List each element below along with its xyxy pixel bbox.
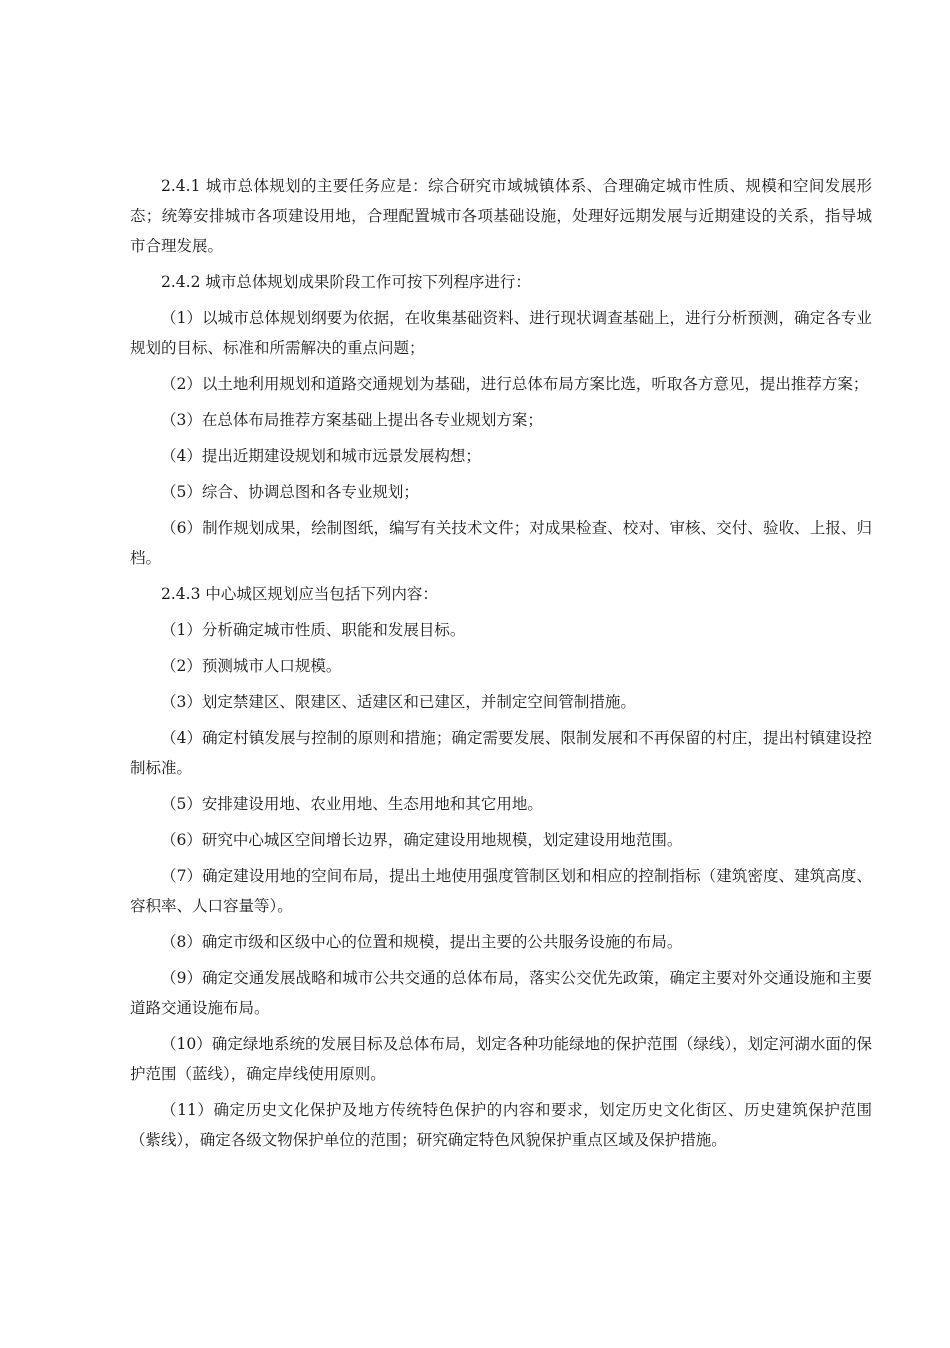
list-item: （7）确定建设用地的空间布局，提出土地使用强度管制区划和相应的控制指标（建筑密度、建筑高度、容积率、人口容量等）。	[130, 867, 872, 915]
section-2-4-2-heading: 2.4.2 城市总体规划成果阶段工作可按下列程序进行：	[161, 273, 531, 291]
list-item: （9）确定交通发展战略和城市公共交通的总体布局，落实公交优先政策，确定主要对外交通设施和主要道路交通设施布局。	[130, 969, 872, 1017]
list-item: （3）在总体布局推荐方案基础上提出各专业规划方案；	[161, 411, 543, 429]
list-item: （6）制作规划成果，绘制图纸，编写有关技术文件；对成果检查、校对、审核、交付、验收、上报、归档。	[130, 519, 872, 567]
list-item: （2）以土地利用规划和道路交通规划为基础，进行总体布局方案比选，听取各方意见，提出推荐方案；	[161, 375, 869, 393]
document-body	[130, 171, 872, 1161]
list-item: （2）预测城市人口规模。	[161, 657, 342, 675]
list-item: （1）分析确定城市性质、职能和发展目标。	[161, 621, 466, 639]
section-2-4-1-paragraph: 2.4.1 城市总体规划的主要任务应是：综合研究市域城镇体系、合理确定城市性质、规模和空间发展形态；统筹安排城市各项建设用地，合理配置城市各项基础设施，处理好远期发展与近期建设的关系，指导城市合理发展。	[130, 177, 872, 255]
list-item: （10）确定绿地系统的发展目标及总体布局，划定各种功能绿地的保护范围（绿线），划定河湖水面的保护范围（蓝线），确定岸线使用原则。	[130, 1035, 872, 1083]
list-item: （11）确定历史文化保护及地方传统特色保护的内容和要求，划定历史文化街区、历史建筑保护范围（紫线），确定各级文物保护单位的范围；研究确定特色风貌保护重点区域及保护措施。	[130, 1101, 872, 1149]
list-item: （5）安排建设用地、农业用地、生态用地和其它用地。	[161, 795, 543, 813]
list-item: （4）提出近期建设规划和城市远景发展构想；	[161, 447, 481, 465]
list-item: （1）以城市总体规划纲要为依据，在收集基础资料、进行现状调查基础上，进行分析预测，确定各专业规划的目标、标准和所需解决的重点问题；	[130, 309, 872, 357]
list-item: （8）确定市级和区级中心的位置和规模，提出主要的公共服务设施的布局。	[161, 933, 683, 951]
list-item: （3）划定禁建区、限建区、适建区和已建区，并制定空间管制措施。	[161, 693, 636, 711]
list-item: （5）综合、协调总图和各专业规划；	[161, 483, 419, 501]
section-2-4-3-heading: 2.4.3 中心城区规划应当包括下列内容：	[161, 585, 438, 603]
list-item: （6）研究中心城区空间增长边界，确定建设用地规模，划定建设用地范围。	[161, 831, 683, 849]
list-item: （4）确定村镇发展与控制的原则和措施；确定需要发展、限制发展和不再保留的村庄，提出村镇建设控制标准。	[130, 729, 872, 777]
